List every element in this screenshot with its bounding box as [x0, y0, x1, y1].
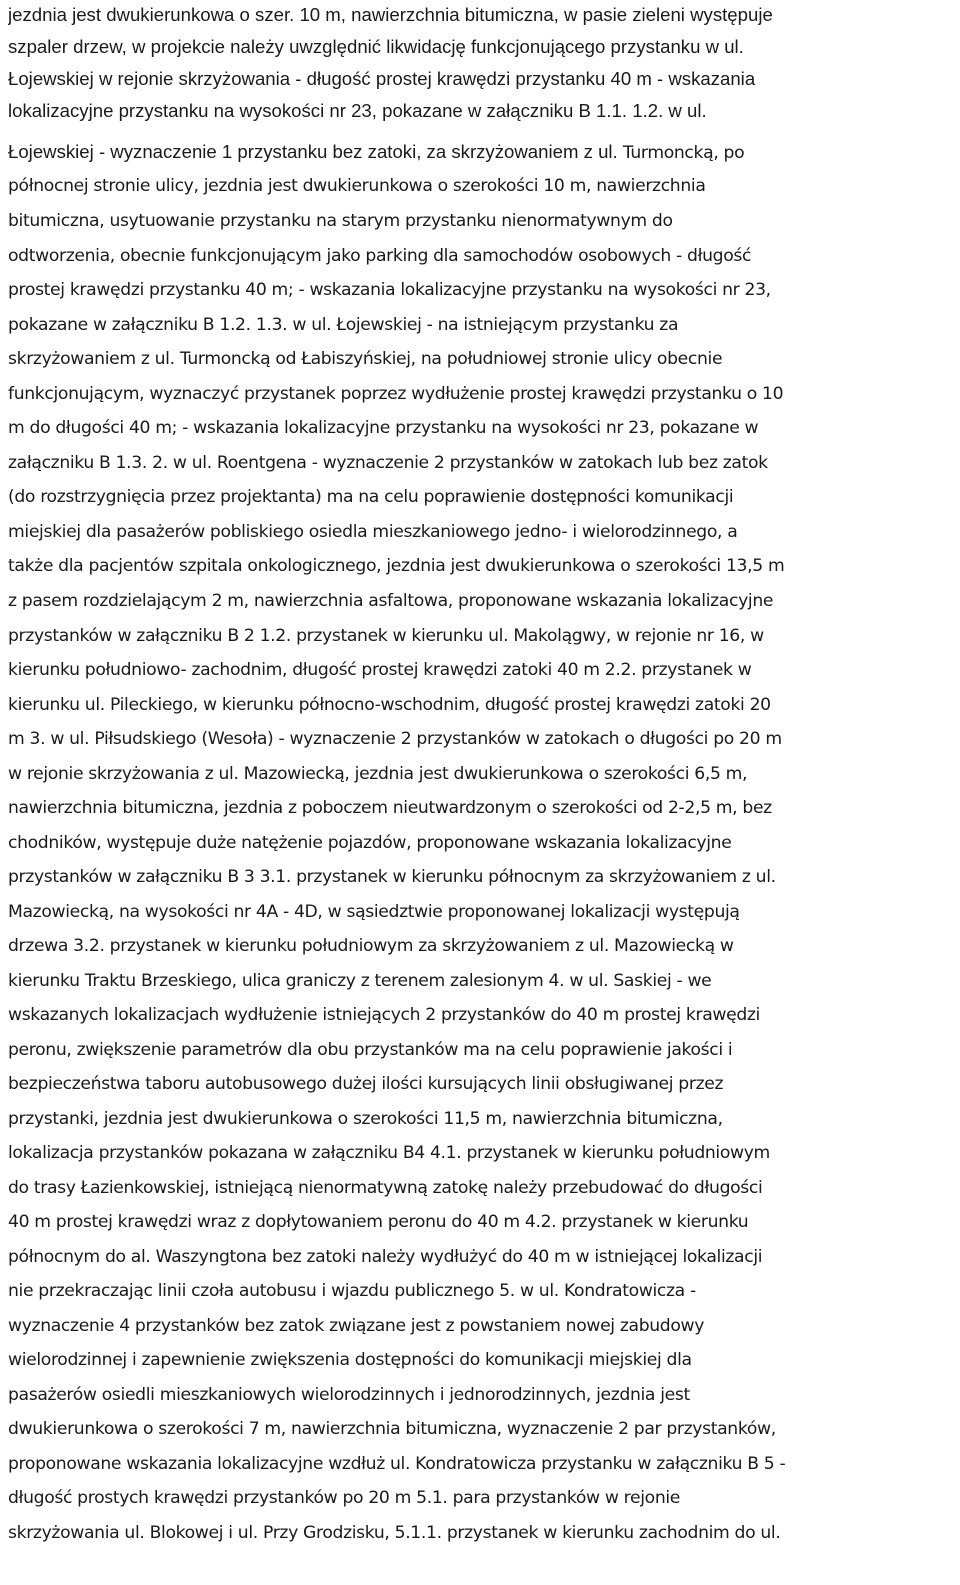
text-line: bezpieczeństwa taboru autobusowego dużej ilości kursujących linii obsługiwanej przez — [8, 1074, 724, 1094]
text-line: kierunku ul. Pileckiego, w kierunku północno-wschodnim, długość prostej krawędzi zatoki 20 — [8, 695, 771, 715]
text-line: prostej krawędzi przystanku 40 m; - wskazania lokalizacyjne przystanku na wysokości nr 23, — [8, 280, 771, 300]
text-line — [8, 136, 744, 168]
text-line-part: Turmoncką, po — [617, 143, 745, 163]
text-line: 40 m prostej krawędzi wraz z dopłytowaniem peronu do 40 m 4.2. przystanek w kierunku — [8, 1212, 749, 1232]
text-line: załączniku B 1.3. 2. w ul. Roentgena - wyznaczenie 2 przystanków w zatokach lub bez zatok — [8, 453, 768, 473]
text-line: pokazane w załączniku B 1.2. 1.3. w ul. Łojewskiej - na istniejącym przystanku za — [8, 315, 679, 335]
text-line: lokalizacja przystanków pokazana w załączniku B4 4.1. przystanek w kierunku południowym — [8, 1143, 770, 1163]
text-line: północnej stronie ulicy, jezdnia jest dwukierunkowa o szerokości 10 m, nawierzchnia — [8, 176, 706, 196]
text-line: kierunku południowo- zachodnim, długość prostej krawędzi zatoki 40 m 2.2. przystanek w — [8, 660, 752, 680]
text-line: przystanków w załączniku B 2 1.2. przystanek w kierunku ul. Makolągwy, w rejonie nr 16, w — [8, 626, 764, 646]
text-line: także dla pacjentów szpitala onkologicznego, jezdnia jest dwukierunkowa o szerokości 13,5 m — [8, 556, 785, 576]
text-line: w rejonie skrzyżowania z ul. Mazowiecką, jezdnia jest dwukierunkowa o szerokości 6,5 m, — [8, 764, 748, 784]
text-line: przystanki, jezdnia jest dwukierunkowa o szerokości 11,5 m, nawierzchnia bitumiczna, — [8, 1109, 723, 1129]
text-line: peronu, zwiększenie parametrów dla obu przystanków ma na celu poprawienie jakości i — [8, 1040, 733, 1060]
text-line: m 3. w ul. Piłsudskiego (Wesoła) - wyznaczenie 2 przystanków w zatokach o długości po 20 m — [8, 729, 782, 749]
text-line: przystanków w załączniku B 3 3.1. przystanek w kierunku północnym za skrzyżowaniem z ul. — [8, 867, 776, 887]
text-line: odtworzenia, obecnie funkcjonującym jako parking dla samochodów osobowych - długość — [8, 246, 752, 266]
text-line: nawierzchnia bitumiczna, jezdnia z poboczem nieutwardzonym o szerokości od 2-2,5 m, bez — [8, 798, 772, 818]
text-line: Łojewskiej w rejonie skrzyżowania - długość prostej krawędzi przystanku 40 m - wskazania — [8, 68, 756, 89]
text-line: długość prostych krawędzi przystanków po 20 m 5.1. para przystanków w rejonie — [8, 1488, 681, 1508]
text-line: proponowane wskazania lokalizacyjne wzdłuż ul. Kondratowicza przystanku w załączniku B 5 - — [8, 1454, 786, 1474]
text-line: dwukierunkowa o szerokości 7 m, nawierzchnia bitumiczna, wyznaczenie 2 par przystanków, — [8, 1419, 776, 1439]
text-line: (do rozstrzygnięcia przez projektanta) ma na celu poprawienie dostępności komunikacji — [8, 487, 734, 507]
document-page — [8, 0, 952, 1585]
text-line: skrzyżowaniem z ul. Turmoncką od Łabiszyńskiej, na południowej stronie ulicy obecnie — [8, 349, 723, 369]
text-line: jezdnia jest dwukierunkowa o szer. 10 m, nawierzchnia bitumiczna, w pasie zieleni występuje — [8, 4, 773, 25]
text-line: kierunku Traktu Brzeskiego, ulica graniczy z terenem zalesionym 4. w ul. Saskiej - we — [8, 971, 712, 991]
text-line: z pasem rozdzielającym 2 m, nawierzchnia asfaltowa, proponowane wskazania lokalizacyjne — [8, 591, 774, 611]
text-line: chodników, występuje duże natężenie pojazdów, proponowane wskazania lokalizacyjne — [8, 833, 732, 853]
text-line: m do długości 40 m; - wskazania lokalizacyjne przystanku na wysokości nr 23, pokazane w — [8, 418, 759, 438]
text-line: lokalizacyjne przystanku na wysokości nr 23, pokazane w załączniku B 1.1. 1.2. w ul. — [8, 100, 707, 121]
text-line: funkcjonującym, wyznaczyć przystanek poprzez wydłużenie prostej krawędzi przystanku o 10 — [8, 384, 784, 404]
text-line: skrzyżowania ul. Blokowej i ul. Przy Grodzisku, 5.1.1. przystanek w kierunku zachodnim do ul. — [8, 1523, 781, 1543]
text-line-part: Łojewskiej - wyznaczenie 1 przystanku bez zatoki, za skrzyżowaniem z ul. — [8, 141, 618, 162]
text-line: pasażerów osiedli mieszkaniowych wielorodzinnych i jednorodzinnych, jezdnia jest — [8, 1385, 690, 1405]
text-line: bitumiczna, usytuowanie przystanku na starym przystanku nienormatywnym do — [8, 211, 673, 231]
text-line: wyznaczenie 4 przystanków bez zatok związane jest z powstaniem nowej zabudowy — [8, 1316, 705, 1336]
text-line: Mazowiecką, na wysokości nr 4A - 4D, w sąsiedztwie proponowanej lokalizacji występują — [8, 902, 740, 922]
text-line: nie przekraczając linii czoła autobusu i wjazdu publicznego 5. w ul. Kondratowicza - — [8, 1281, 696, 1301]
text-line: drzewa 3.2. przystanek w kierunku południowym za skrzyżowaniem z ul. Mazowiecką w — [8, 936, 734, 956]
text-line: szpaler drzew, w projekcie należy uwzględnić likwidację funkcjonującego przystanku w ul. — [8, 36, 744, 57]
text-line: wielorodzinnej i zapewnienie zwiększenia dostępności do komunikacji miejskiej dla — [8, 1350, 692, 1370]
text-line: wskazanych lokalizacjach wydłużenie istniejących 2 przystanków do 40 m prostej krawędzi — [8, 1005, 760, 1025]
text-line: do trasy Łazienkowskiej, istniejącą nienormatywną zatokę należy przebudować do długości — [8, 1178, 763, 1198]
text-line: północnym do al. Waszyngtona bez zatoki należy wydłużyć do 40 m w istniejącej lokalizacji — [8, 1247, 763, 1267]
text-line: miejskiej dla pasażerów pobliskiego osiedla mieszkaniowego jedno- i wielorodzinnego, a — [8, 522, 738, 542]
